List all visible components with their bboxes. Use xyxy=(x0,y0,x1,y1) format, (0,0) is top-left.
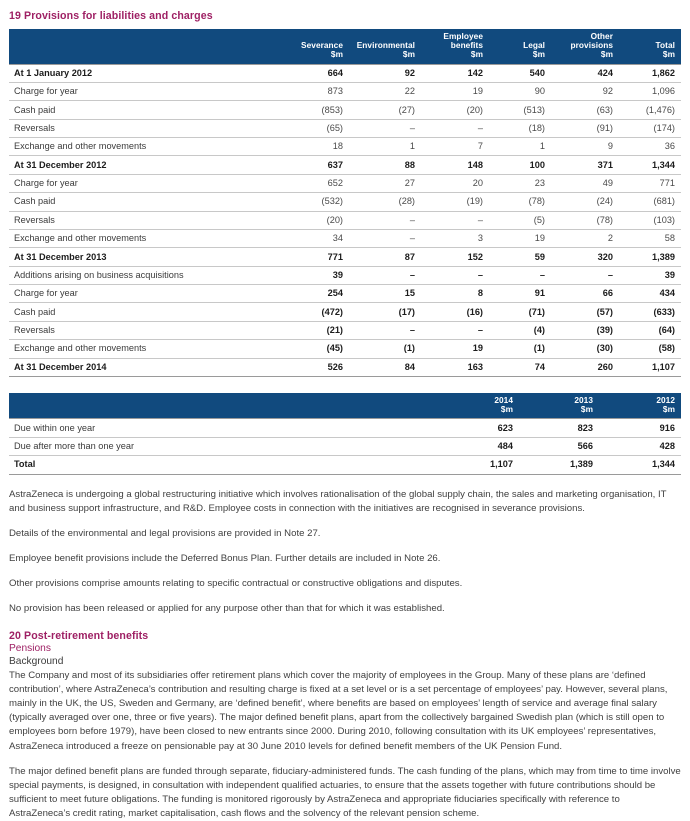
table-row xyxy=(9,211,681,229)
row-value: 1,344 xyxy=(599,456,681,474)
row-value: 540 xyxy=(489,64,551,82)
row-value: (20) xyxy=(279,211,349,229)
row-label: Charge for year xyxy=(9,174,279,192)
row-value: (853) xyxy=(279,101,349,119)
row-value: 163 xyxy=(421,358,489,376)
row-value: – xyxy=(349,229,421,247)
col-header-employee-benefits xyxy=(421,29,489,64)
row-value: 526 xyxy=(279,358,349,376)
row-value: 19 xyxy=(489,229,551,247)
row-label: Total xyxy=(9,456,439,474)
table-row xyxy=(9,303,681,321)
row-value: – xyxy=(349,266,421,284)
row-value: 623 xyxy=(439,419,519,437)
table-row xyxy=(9,285,681,303)
row-value: (91) xyxy=(551,119,619,137)
note-20-subheading-background: Background xyxy=(9,656,64,668)
row-value: – xyxy=(551,266,619,284)
row-value: (174) xyxy=(619,119,681,137)
row-value: 771 xyxy=(279,248,349,266)
table-row xyxy=(9,358,681,376)
col-header-environmental-unit: $m xyxy=(402,49,415,60)
row-value: 771 xyxy=(619,174,681,192)
row-value: (71) xyxy=(489,303,551,321)
row-value: – xyxy=(421,119,489,137)
row-value: 1,389 xyxy=(619,248,681,266)
row-value: (633) xyxy=(619,303,681,321)
table-body xyxy=(9,64,681,376)
note-20-heading: 20 Post-retirement benefits xyxy=(9,630,149,643)
row-value: 371 xyxy=(551,156,619,174)
table-row xyxy=(9,229,681,247)
row-value: 566 xyxy=(519,437,599,455)
table-header xyxy=(9,393,681,419)
row-value: 34 xyxy=(279,229,349,247)
col-header-label xyxy=(9,393,439,419)
table-row xyxy=(9,82,681,100)
row-value: (1,476) xyxy=(619,101,681,119)
row-label: Cash paid xyxy=(9,101,279,119)
table-row xyxy=(9,340,681,358)
row-value: (19) xyxy=(421,193,489,211)
row-value: 19 xyxy=(421,340,489,358)
row-value: 142 xyxy=(421,64,489,82)
row-value: (28) xyxy=(349,193,421,211)
table-row xyxy=(9,119,681,137)
paragraph-other-provisions: Other provisions comprise amounts relating to specific contractual or constructive obligations and disputes. xyxy=(9,577,463,589)
row-label: At 31 December 2012 xyxy=(9,156,279,174)
row-value: 87 xyxy=(349,248,421,266)
row-value: (58) xyxy=(619,340,681,358)
col-header-employee-benefits-unit: $m xyxy=(470,49,483,60)
row-label: Reversals xyxy=(9,211,279,229)
row-value: 9 xyxy=(551,138,619,156)
row-value: (63) xyxy=(551,101,619,119)
row-value: 74 xyxy=(489,358,551,376)
row-value: 39 xyxy=(619,266,681,284)
row-value: 637 xyxy=(279,156,349,174)
table-row xyxy=(9,193,681,211)
paragraph-environmental-legal: Details of the environmental and legal provisions are provided in Note 27. xyxy=(9,527,321,539)
row-label: Due within one year xyxy=(9,419,439,437)
col-header-2012 xyxy=(599,393,681,419)
row-value: 15 xyxy=(349,285,421,303)
col-header-2014-unit: $m xyxy=(500,404,513,415)
row-value: 84 xyxy=(349,358,421,376)
col-header-severance-name: Severance xyxy=(301,40,343,51)
row-label: Charge for year xyxy=(9,285,279,303)
row-label: Due after more than one year xyxy=(9,437,439,455)
table-row xyxy=(9,419,681,437)
col-header-total-unit: $m xyxy=(662,49,675,60)
row-value: (78) xyxy=(551,211,619,229)
row-value: (5) xyxy=(489,211,551,229)
table-row xyxy=(9,138,681,156)
row-value: (64) xyxy=(619,321,681,339)
table-row xyxy=(9,437,681,455)
provisions-maturity-table xyxy=(9,393,681,475)
row-value: 91 xyxy=(489,285,551,303)
row-value: (532) xyxy=(279,193,349,211)
row-value: 90 xyxy=(489,82,551,100)
table-row xyxy=(9,321,681,339)
row-label: At 31 December 2014 xyxy=(9,358,279,376)
row-value: (16) xyxy=(421,303,489,321)
note-20-section xyxy=(9,630,681,821)
row-value: (103) xyxy=(619,211,681,229)
col-header-severance-unit: $m xyxy=(330,49,343,60)
row-value: 484 xyxy=(439,437,519,455)
col-header-other-provisions-name1: Other xyxy=(590,31,613,41)
table-row xyxy=(9,101,681,119)
row-value: (24) xyxy=(551,193,619,211)
col-header-legal xyxy=(489,29,551,64)
row-label: Exchange and other movements xyxy=(9,229,279,247)
col-header-other-provisions-name2: provisions xyxy=(570,40,613,51)
table-body xyxy=(9,419,681,474)
row-value: 1,862 xyxy=(619,64,681,82)
table-header-row xyxy=(9,29,681,64)
table-header xyxy=(9,29,681,64)
row-value: 1,344 xyxy=(619,156,681,174)
table-row xyxy=(9,266,681,284)
row-value: – xyxy=(349,321,421,339)
row-label: Charge for year xyxy=(9,82,279,100)
col-header-environmental xyxy=(349,29,421,64)
col-header-2013-unit: $m xyxy=(580,404,593,415)
row-value: 22 xyxy=(349,82,421,100)
paragraph-employee-benefit: Employee benefit provisions include the Deferred Bonus Plan. Further details are included in Note 26. xyxy=(9,552,441,564)
table-row xyxy=(9,156,681,174)
col-header-2012-year: 2012 xyxy=(656,394,675,405)
row-value: 8 xyxy=(421,285,489,303)
row-value: 66 xyxy=(551,285,619,303)
row-value: 1,107 xyxy=(439,456,519,474)
col-header-total-name: Total xyxy=(655,40,675,51)
row-value: 916 xyxy=(599,419,681,437)
col-header-2012-unit: $m xyxy=(662,404,675,415)
row-value: 92 xyxy=(551,82,619,100)
row-value: 18 xyxy=(279,138,349,156)
row-value: 27 xyxy=(349,174,421,192)
row-label: Exchange and other movements xyxy=(9,340,279,358)
row-value: (1) xyxy=(489,340,551,358)
row-value: (57) xyxy=(551,303,619,321)
col-header-employee-benefits-name2: benefits xyxy=(450,40,483,51)
row-value: 19 xyxy=(421,82,489,100)
row-value: 7 xyxy=(421,138,489,156)
table-row xyxy=(9,174,681,192)
row-value: (78) xyxy=(489,193,551,211)
col-header-employee-benefits-name1: Employee xyxy=(443,31,483,41)
row-value: 260 xyxy=(551,358,619,376)
row-value: 1,389 xyxy=(519,456,599,474)
row-value: 434 xyxy=(619,285,681,303)
row-value: – xyxy=(349,211,421,229)
col-header-environmental-name: Environmental xyxy=(356,40,415,51)
row-value: – xyxy=(349,119,421,137)
row-value: (45) xyxy=(279,340,349,358)
note-19-paragraphs xyxy=(9,488,681,617)
col-header-2013 xyxy=(519,393,599,419)
paragraph-restructuring: AstraZeneca is undergoing a global restructuring initiative which involves rationalisation of the global supply chain, the sales and marketing organisation, IT and business support infrastructure, and R&D. Employee costs in connection with the initiatives are recognised in severance provisions. xyxy=(9,488,667,514)
row-value: 652 xyxy=(279,174,349,192)
table-row xyxy=(9,248,681,266)
row-value: 873 xyxy=(279,82,349,100)
row-value: 100 xyxy=(489,156,551,174)
row-value: 49 xyxy=(551,174,619,192)
row-label: At 31 December 2013 xyxy=(9,248,279,266)
row-value: (681) xyxy=(619,193,681,211)
row-value: (39) xyxy=(551,321,619,339)
row-value: 59 xyxy=(489,248,551,266)
row-value: (18) xyxy=(489,119,551,137)
paragraph-funding: The major defined benefit plans are funded through separate, fiduciary-administered funds. The cash funding of the plans, which may from time to time involve special payments, is designed, in consultation with independent qualified actuaries, to ensure that the assets together with future contributions should be sufficient to meet future obligations. The funding is monitored rigorously by AstraZeneca and appropriate fiduciaries specifically with reference to AstraZeneca’s credit rating, market capitalisation, cash flows and the solvency of the relevant pension scheme. xyxy=(9,765,681,819)
col-header-legal-name: Legal xyxy=(523,40,545,51)
col-header-other-provisions xyxy=(551,29,619,64)
row-value: 320 xyxy=(551,248,619,266)
row-value: – xyxy=(489,266,551,284)
row-label: At 1 January 2012 xyxy=(9,64,279,82)
table-row xyxy=(9,64,681,82)
col-header-total xyxy=(619,29,681,64)
row-value: (17) xyxy=(349,303,421,321)
row-value: 152 xyxy=(421,248,489,266)
col-header-2013-year: 2013 xyxy=(574,394,593,405)
row-value: 1,107 xyxy=(619,358,681,376)
row-value: (1) xyxy=(349,340,421,358)
col-header-2014 xyxy=(439,393,519,419)
row-value: (472) xyxy=(279,303,349,321)
paragraph-background-plans: The Company and most of its subsidiaries offer retirement plans which cover the majority of employees in the Group. Many of these plans are ‘defined contribution’, where AstraZeneca’s contribution and resulting charge is fixed at a set level or is a set percentage of employees’ pay. However, several plans, mainly in the UK, the US, Sweden and Germany, are ‘defined benefit’, where benefits are based on employees’ length of service and average final salary (typically averaged over one, three or five years). The major defined benefit plans, apart from the collectively bargained Swedish plan (which is still open to employees born before 1979), have been closed to new entrants since 2000. During 2010, following consultation with its UK employees’ representatives, AstraZeneca introduced a freeze on pensionable pay at 30 June 2010 levels for defined benefit members of the UK Pension Fund. xyxy=(9,670,668,752)
row-value: 664 xyxy=(279,64,349,82)
row-value: 20 xyxy=(421,174,489,192)
col-header-2014-year: 2014 xyxy=(494,394,513,405)
row-label: Cash paid xyxy=(9,303,279,321)
row-value: 823 xyxy=(519,419,599,437)
row-value: (4) xyxy=(489,321,551,339)
row-value: 36 xyxy=(619,138,681,156)
row-value: 88 xyxy=(349,156,421,174)
row-value: 39 xyxy=(279,266,349,284)
row-value: 1 xyxy=(349,138,421,156)
row-label: Exchange and other movements xyxy=(9,138,279,156)
row-value: 58 xyxy=(619,229,681,247)
row-value: – xyxy=(421,321,489,339)
row-value: 424 xyxy=(551,64,619,82)
row-value: (65) xyxy=(279,119,349,137)
row-label: Additions arising on business acquisitions xyxy=(9,266,279,284)
row-value: 3 xyxy=(421,229,489,247)
col-header-other-provisions-unit: $m xyxy=(600,49,613,60)
row-value: 254 xyxy=(279,285,349,303)
row-value: 2 xyxy=(551,229,619,247)
row-value: (30) xyxy=(551,340,619,358)
table-header-row xyxy=(9,393,681,419)
row-label: Cash paid xyxy=(9,193,279,211)
row-value: (513) xyxy=(489,101,551,119)
col-header-severance xyxy=(279,29,349,64)
row-label: Reversals xyxy=(9,321,279,339)
note-19-heading: 19 Provisions for liabilities and charges xyxy=(9,10,213,22)
row-value: 1 xyxy=(489,138,551,156)
provisions-movement-table xyxy=(9,29,681,377)
row-value: – xyxy=(421,266,489,284)
paragraph-no-release: No provision has been released or applied for any purpose other than that for which it was established. xyxy=(9,602,445,614)
table-row xyxy=(9,456,681,474)
row-value: 1,096 xyxy=(619,82,681,100)
col-header-label xyxy=(9,29,279,64)
row-value: 148 xyxy=(421,156,489,174)
row-value: (20) xyxy=(421,101,489,119)
col-header-legal-unit: $m xyxy=(532,49,545,60)
row-value: (21) xyxy=(279,321,349,339)
table-spacer xyxy=(9,377,681,393)
row-value: 23 xyxy=(489,174,551,192)
note-20-subheading-pensions: Pensions xyxy=(9,643,51,655)
row-value: 92 xyxy=(349,64,421,82)
row-value: (27) xyxy=(349,101,421,119)
row-value: – xyxy=(421,211,489,229)
row-value: 428 xyxy=(599,437,681,455)
row-label: Reversals xyxy=(9,119,279,137)
